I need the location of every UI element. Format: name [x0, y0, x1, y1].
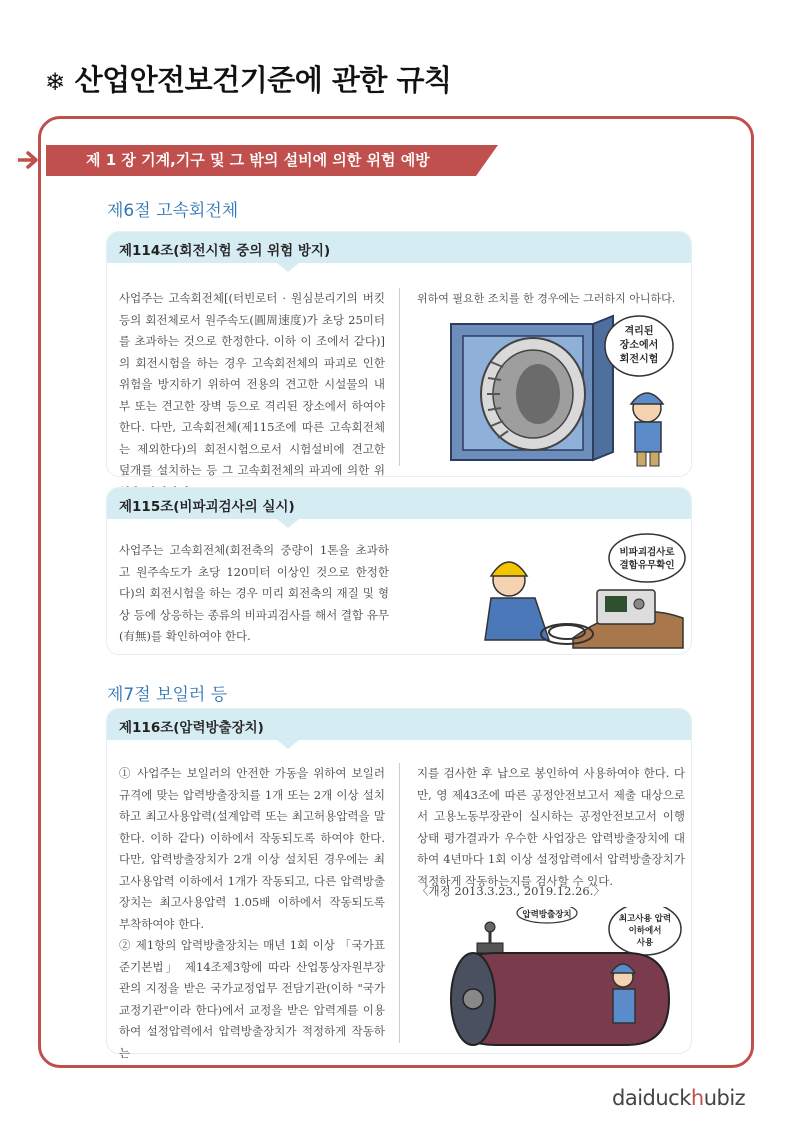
article-heading-bar — [107, 232, 691, 263]
article-heading: 제114조(회전시험 중의 위험 방지) — [119, 243, 331, 259]
bubble-line: 비파괴검사로 — [619, 547, 675, 558]
article-text-right: 지를 검사한 후 납으로 봉인하여 사용하여야 한다. 다만, 영 제43조에 따른 공정안전보고서 제출 대상으로서 고용노동부장관이 실시하는 공정안전보고서 이행 상태 평가결과가 우수한 사업장은 압력방출장치에 대하여 4년마다 1회 이상 설정압력에서 압력방출장치가 적정하게 작동하는지를 검사할 수 있다. — [417, 766, 685, 888]
turbine-enclosure-illustration — [443, 312, 683, 472]
bubble-line: 장소에서 — [619, 340, 659, 351]
article-text-left-p1: ① 사업주는 보일러의 안전한 가동을 위하여 보일러 규격에 맞는 압력방출장치를 1개 또는 2개 이상 설치하고 최고사용압력(설계압력 또는 최고허용압력을 말한다. 이하 같다) 이하에서 작동되도록 하여야 한다. 다만, 압력방출장치가 2개 이상 설치된 경우에는 최고사용압력 이하에서 1개가 작동되고, 다른 압력방출장치는 최고사용압력 1.05배 이하에서 작동되도록 부착하여야 한다. — [119, 766, 385, 931]
bubble-line: 격리된 — [624, 326, 654, 337]
page-title-text: 산업안전보건기준에 관한 규칙 — [74, 63, 452, 97]
bubble-line: 회전시험 — [619, 354, 659, 365]
snowflake-icon: ❄ — [45, 68, 65, 96]
bubble-line: 결함유무확인 — [619, 560, 675, 571]
article-text-left: 사업주는 고속회전체(회전축의 중량이 1톤을 초과하고 원주속도가 초당 120미터 이상인 것으로 한정한다)의 회전시험을 하는 경우 미리 회전축의 재질 및 형상 등에 상응하는 종류의 비파괴검사를 해서 결함 유무(有無)를 확인하여야 한다. — [119, 543, 389, 643]
article-heading-bar — [107, 488, 691, 519]
article-text-right: 위하여 필요한 조치를 한 경우에는 그러하지 아니하다. — [417, 292, 676, 305]
section-title-6: 제6절 고속회전체 — [107, 201, 239, 221]
column-divider — [399, 288, 400, 466]
article-card-114 — [107, 232, 691, 476]
article-card-116 — [107, 709, 691, 1060]
article-amendment: 〈개정 2013.3.23., 2019.12.26.〉 — [417, 884, 605, 898]
ndt-inspection-illustration — [477, 528, 687, 650]
logo-accent: h — [690, 1086, 704, 1110]
logo-prefix: daiduck — [612, 1086, 691, 1110]
column-divider — [399, 763, 400, 1043]
bubble-line: 이하에서 — [628, 926, 662, 936]
page-title — [45, 58, 451, 99]
article-text-left-p2: ② 제1항의 압력방출장치는 매년 1회 이상 「국가표준기본법」 제14조제3항에 따라 산업통상자원부장관의 지정을 받은 국가교정업무 전담기관(이하 "국가교정기관"이라 한다)에서 교정을 받은 압력계를 이용하여 설정압력에서 압력방출장치가 적정하게 작동하는 — [119, 938, 385, 1060]
article-heading-bar — [107, 709, 691, 740]
article-card-115 — [107, 488, 691, 654]
logo-suffix: ubiz — [703, 1086, 746, 1110]
boiler-illustration — [437, 907, 687, 1051]
chapter-banner-text: 제 1 장 기계,기구 및 그 밖의 설비에 의한 위험 예방 — [86, 151, 430, 169]
section-title-7: 제7절 보일러 등 — [107, 685, 228, 705]
arrow-right-icon — [18, 151, 40, 169]
brand-logo — [612, 1086, 745, 1110]
article-heading: 제115조(비파괴검사의 실시) — [119, 499, 295, 515]
bubble-line: 사용 — [636, 938, 654, 948]
bubble-line: 최고사용 압력 — [618, 914, 672, 924]
article-text-left: 사업주는 고속회전체[(터빈로터 · 원심분리기의 버킷 등의 회전체로서 원주속도(圓周速度)가 초당 25미터를 초과하는 것으로 한정한다. 이하 이 조에서 같다)]의 회전시험을 하는 경우 고속회전체의 파괴로 인한 위험을 방지하기 위하여 전용의 견고한 시설물의 내부 또는 견고한 장벽 등으로 격리된 장소에서 하여야 한다. 다만, 고속회전체(제115조에 따른 고속회전체는 제외한다)의 회전시험으로서 시험설비에 견고한 덮개를 설치하는 등 그 고속회전체의 파괴에 의한 위 — [119, 291, 385, 477]
bubble-small-text: 압력방출장치 — [522, 910, 572, 920]
article-heading: 제116조(압력방출장치) — [119, 720, 264, 736]
